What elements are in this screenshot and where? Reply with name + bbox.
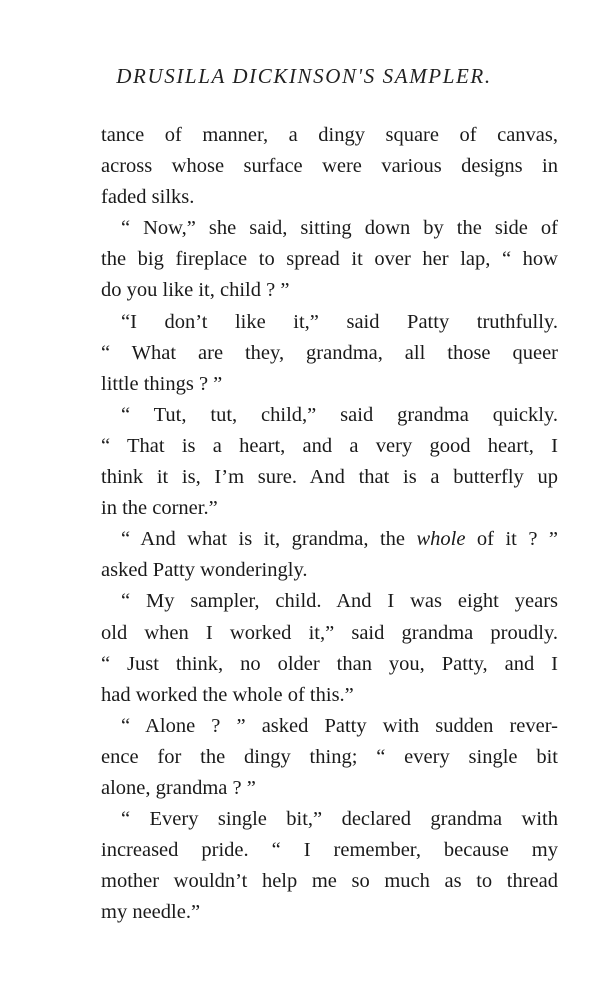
- text-line: across whose surface were various designs in: [101, 155, 558, 178]
- running-head: DRUSILLA DICKINSON'S SAMPLER.: [116, 64, 492, 88]
- text-line: “ Just think, no older than you, Patty, and I: [101, 652, 558, 675]
- text-line: “ Every single bit,” declared grandma with: [121, 808, 558, 831]
- text-line: alone, grandma ? ”: [101, 776, 256, 799]
- text-line: faded silks.: [101, 186, 195, 209]
- text-line: “ My sampler, child. And I was eight years: [121, 590, 558, 613]
- text-segment: of it ? ”: [465, 528, 558, 551]
- text-line: the big fireplace to spread it over her lap, “ how: [101, 248, 558, 271]
- body-text: [101, 120, 558, 928]
- text-line: old when I worked it,” said grandma proudly.: [101, 621, 558, 644]
- text-line: increased pride. “ I remember, because my: [101, 839, 558, 862]
- text-line: in the corner.”: [101, 497, 218, 520]
- text-segment: “ And what is it, grandma, the: [121, 528, 417, 551]
- text-line: little things ? ”: [101, 372, 223, 395]
- text-line: “ What are they, grandma, all those queer: [101, 341, 558, 364]
- text-line: ence for the dingy thing; “ every single bit: [101, 745, 558, 768]
- text-line: “ Now,” she said, sitting down by the side of: [121, 217, 558, 240]
- text-line: “ That is a heart, and a very good heart, I: [101, 434, 558, 457]
- text-line: tance of manner, a dingy square of canvas,: [101, 124, 558, 146]
- text-line: “I don’t like it,” said Patty truthfully.: [121, 310, 558, 333]
- text-line-with-emphasis: [101, 524, 558, 555]
- text-line: mother wouldn’t help me so much as to thread: [101, 870, 558, 893]
- text-line: do you like it, child ? ”: [101, 279, 290, 302]
- text-line: think it is, I’m sure. And that is a butterfly up: [101, 466, 558, 489]
- text-line: asked Patty wonderingly.: [101, 559, 308, 582]
- text-line: my needle.”: [101, 901, 201, 924]
- emphasis-text: whole: [416, 528, 466, 551]
- text-line: “ Alone ? ” asked Patty with sudden rever-: [121, 714, 558, 737]
- text-line: had worked the whole of this.”: [101, 683, 354, 706]
- text-line: “ Tut, tut, child,” said grandma quickly.: [121, 403, 558, 426]
